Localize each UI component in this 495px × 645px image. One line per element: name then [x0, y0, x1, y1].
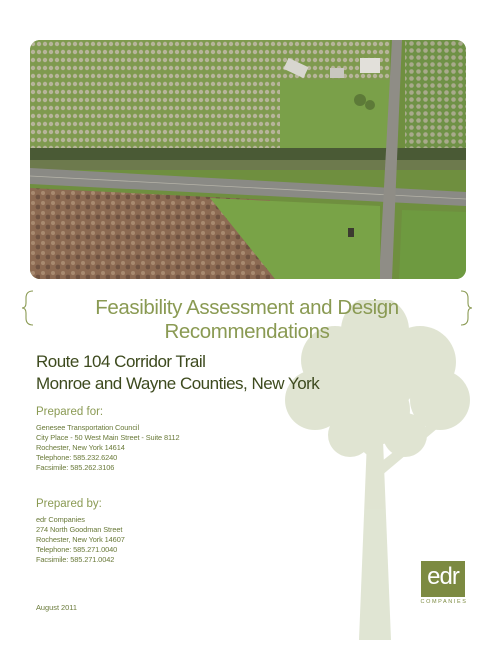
project-location: Monroe and Wayne Counties, New York [36, 374, 320, 393]
project-name [36, 351, 319, 395]
prepared-by-block [36, 515, 125, 565]
prepared-for-line: Rochester, New York 14614 [36, 443, 125, 452]
aerial-photo [30, 40, 466, 279]
prepared-for-block [36, 423, 180, 473]
prepared-by-line: Rochester, New York 14607 [36, 535, 125, 544]
prepared-for-line: City Place - 50 West Main Street - Suite 8112 [36, 433, 180, 442]
prepared-by-heading: Prepared by: [36, 498, 102, 510]
prepared-for-heading: Prepared for: [36, 406, 104, 418]
logo-mark: edr [427, 563, 459, 590]
prepared-by-line: Facsimile: 585.271.0042 [36, 555, 115, 564]
publication-date: August 2011 [36, 603, 77, 612]
prepared-by-line: Telephone: 585.271.0040 [36, 545, 118, 554]
prepared-for-line: Facsimile: 585.262.3106 [36, 463, 115, 472]
logo-subtext: COMPANIES [420, 599, 468, 605]
prepared-by-line: 274 North Goodman Street [36, 525, 123, 534]
project-route: Route 104 Corridor Trail [36, 352, 206, 371]
prepared-for-line: Telephone: 585.232.6240 [36, 453, 118, 462]
document-title: Feasibility Assessment and Design Recommendations [95, 296, 399, 343]
prepared-for-line: Genesee Transportation Council [36, 423, 139, 432]
edr-logo [421, 561, 465, 597]
prepared-by-line: edr Companies [36, 515, 85, 524]
title-banner [20, 288, 474, 343]
